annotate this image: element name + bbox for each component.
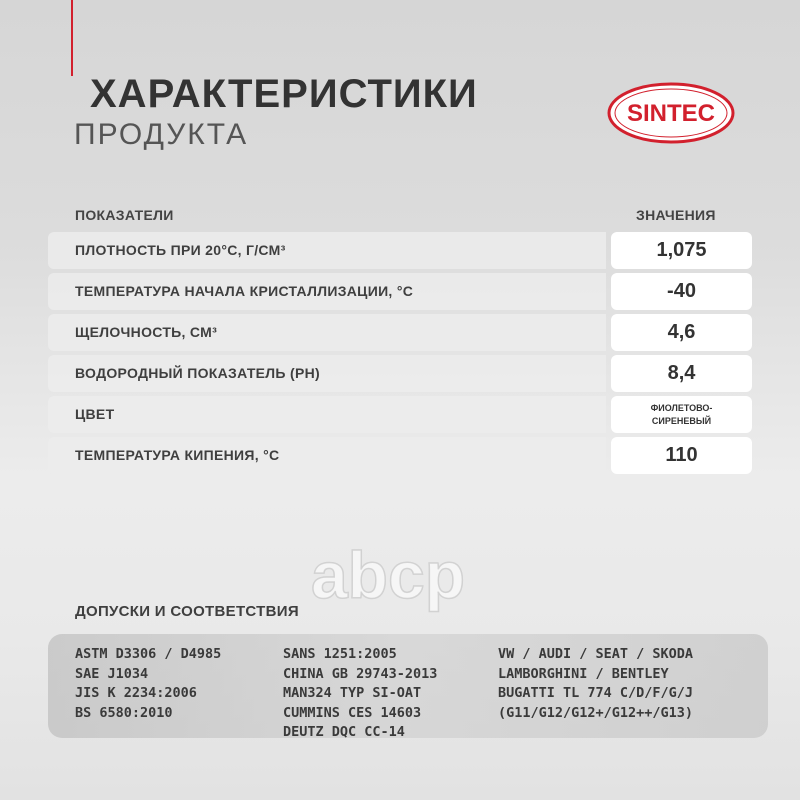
approvals-column-2 [283,645,437,743]
approvals-title: ДОПУСКИ И СООТВЕТСТВИЯ [75,603,299,620]
approvals-column-3 [498,645,693,723]
table-row [48,314,752,351]
row-value: 4,6 [611,314,752,351]
row-value [611,396,752,433]
approval-item: CHINA GB 29743-2013 [283,665,438,682]
row-label: ВОДОРОДНЫЙ ПОКАЗАТЕЛЬ (PH) [75,365,320,381]
table-row [48,273,752,310]
row-value: 1,075 [611,232,752,269]
approval-item: MAN324 TYP SI-OAT [283,685,422,701]
approval-item: (G11/G12/G12+/G12++/G13) [498,704,694,721]
row-value-line2: СИРЕНЕВЫЙ [651,415,712,426]
row-label: ЦВЕТ [75,406,115,422]
table-row [48,396,752,433]
approval-item: SANS 1251:2005 [283,646,397,662]
row-label: ЩЕЛОЧНОСТЬ, СМ³ [75,324,218,340]
page-title: ХАРАКТЕРИСТИКИ [90,72,478,116]
approval-item: SAE J1034 [75,665,149,682]
table-row [48,232,752,269]
row-value: -40 [611,273,752,310]
row-value: 8,4 [611,355,752,392]
approval-item: BS 6580:2010 [75,704,173,721]
table-header-indicators: ПОКАЗАТЕЛИ [75,207,174,223]
row-value: 110 [611,437,752,474]
abcp-watermark [288,538,488,618]
approval-item: BUGATTI TL 774 C/D/F/G/J [498,685,694,701]
brand-name: SINTEC [626,100,716,127]
sintec-logo [605,80,737,146]
approval-item: CUMMINS CES 14603 [283,704,422,721]
approval-item: ASTM D3306 / D4985 [75,646,222,662]
approvals-column-1 [75,645,221,723]
table-row [48,355,752,392]
table-row [48,437,752,474]
svg-text:abcp: abcp [310,538,466,612]
approval-item: LAMBORGHINI / BENTLEY [498,665,669,682]
approval-item: VW / AUDI / SEAT / SKODA [498,646,694,662]
approval-item: JIS K 2234:2006 [75,685,197,701]
approval-item: DEUTZ DQC CC-14 [283,724,405,740]
row-value-line1: ФИОЛЕТОВО- [650,402,713,413]
table-header-values: ЗНАЧЕНИЯ [636,207,716,223]
page-subtitle: ПРОДУКТА [74,118,249,151]
row-label: ПЛОТНОСТЬ ПРИ 20°С, Г/СМ³ [75,242,286,258]
accent-line [71,0,73,76]
row-label: ТЕМПЕРАТУРА КИПЕНИЯ, °С [75,447,280,463]
row-label: ТЕМПЕРАТУРА НАЧАЛА КРИСТАЛЛИЗАЦИИ, °С [75,283,414,299]
